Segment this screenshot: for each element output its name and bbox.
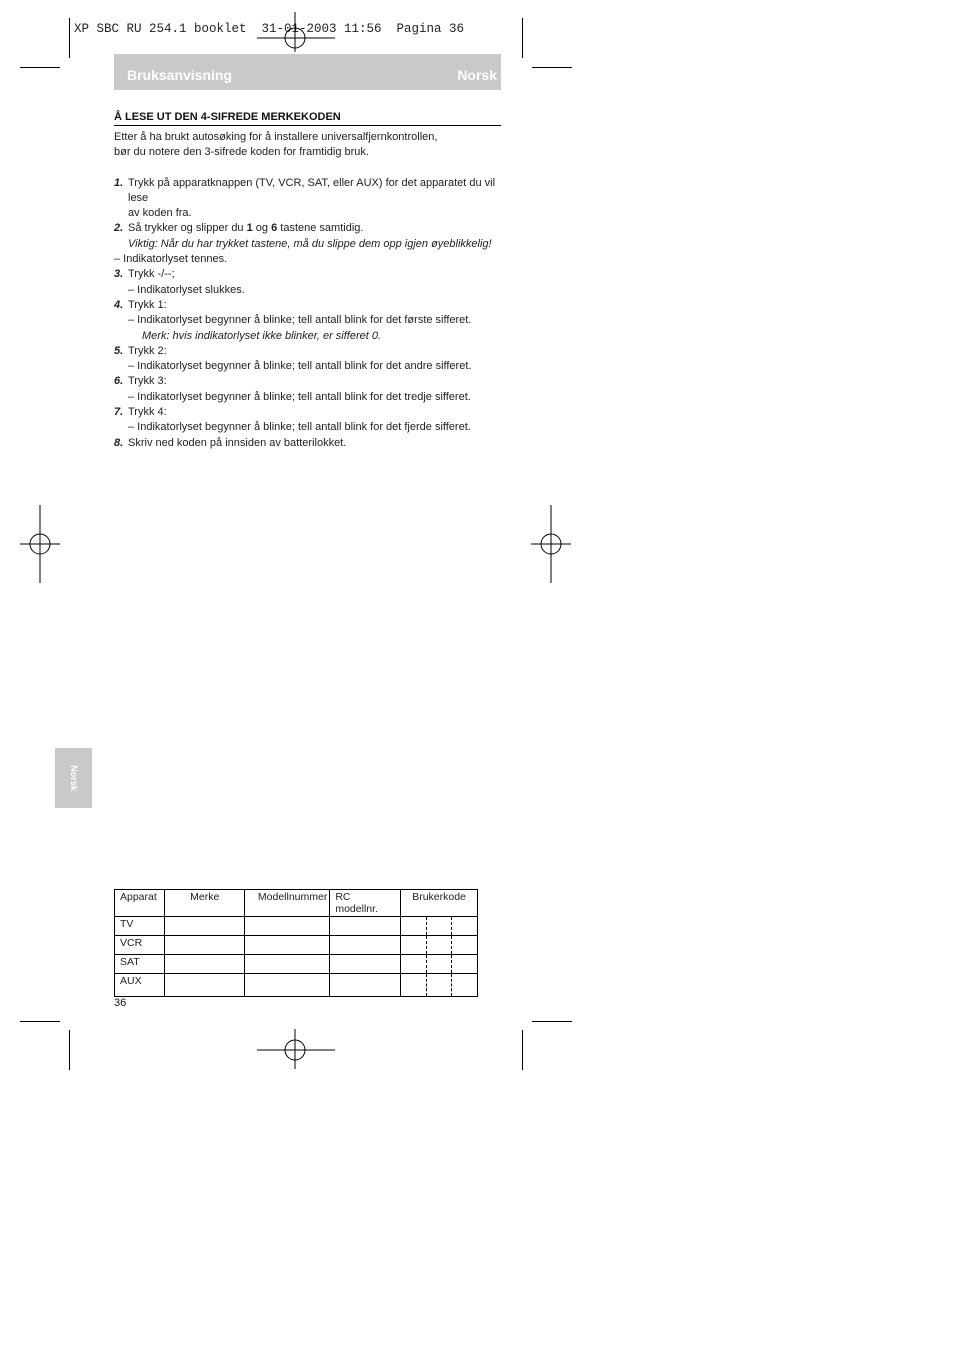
step-3 [114, 267, 501, 282]
print-slug: XP SBC RU 254.1 booklet 31-01-2003 11:56 Pagina 36 [74, 22, 465, 36]
crop-mark [532, 67, 572, 68]
table-row [115, 917, 478, 936]
step-5 [114, 344, 501, 359]
intro-line: bør du notere den 3-sifrede koden for framtidig bruk. [114, 146, 369, 159]
step-number: 7. [114, 406, 124, 419]
step-number: 4. [114, 298, 124, 311]
table-cell [245, 917, 330, 936]
device-name-cell: AUX [115, 974, 165, 997]
registration-mark-icon [256, 1029, 336, 1069]
page-header-bar [114, 54, 501, 90]
step-note: Merk: hvis indikatorlyset ikke blinker, er sifferet 0. [142, 329, 382, 342]
table-cell [245, 936, 330, 955]
user-code-cell [401, 955, 478, 974]
table-cell [164, 955, 244, 974]
step-text: Trykk -/--; [128, 268, 175, 281]
table-row [115, 936, 478, 955]
step-6 [114, 374, 501, 389]
table-header-cell: Merke [164, 890, 244, 917]
step-text: Trykk 3: [128, 375, 167, 388]
table-cell [164, 974, 244, 997]
crop-mark [20, 67, 60, 68]
device-name-cell: TV [115, 917, 165, 936]
step-text: Trykk 1: [128, 298, 167, 311]
key-6: 6 [271, 222, 278, 235]
key-1: 1 [246, 222, 253, 235]
step-text: Skriv ned koden på innsiden av batterilokket. [128, 436, 347, 449]
table-cell [164, 936, 244, 955]
crop-mark [20, 1021, 60, 1022]
crop-mark [522, 1030, 523, 1070]
table-header-row [115, 890, 478, 917]
intro-line: Etter å ha brukt autosøking for å installere universalfjernkontrollen, [114, 131, 438, 143]
step-text: av koden fra. [128, 207, 192, 220]
step-text: Så trykker og slipper du 1 og 6 tastene samtidig. [128, 222, 364, 235]
table-row [115, 974, 478, 997]
page-number: 36 [114, 997, 127, 1009]
table-cell [245, 974, 330, 997]
step-number: 6. [114, 375, 124, 388]
table-cell [164, 917, 244, 936]
step-sub: – Indikatorlyset begynner å blinke; tell antall blink for det andre sifferet. [128, 360, 472, 373]
table-header-cell: Apparat [115, 890, 165, 917]
step-number: 3. [114, 268, 124, 281]
table-cell [330, 974, 401, 997]
registration-mark-icon [256, 12, 336, 52]
user-code-cell [401, 974, 478, 997]
step-7 [114, 405, 501, 420]
user-code-cell [401, 917, 478, 936]
step-text: Trykk på apparatknappen (TV, VCR, SAT, eller AUX) for det apparatet du vil lese [128, 176, 496, 204]
instructions-body [114, 130, 501, 451]
step-8 [114, 436, 501, 451]
step-number: 8. [114, 436, 124, 449]
header-language: Norsk [457, 67, 497, 83]
step-sub: – Indikatorlyset begynner å blinke; tell antall blink for det fjerde sifferet. [128, 421, 471, 434]
registration-mark-icon [20, 505, 60, 585]
crop-mark [69, 1030, 70, 1070]
step-sub: – Indikatorlyset slukkes. [128, 283, 245, 296]
table-header-cell: Modellnummer [245, 890, 330, 917]
step-text: Trykk 2: [128, 344, 167, 357]
header-title: Bruksanvisning [127, 67, 233, 83]
table-row [115, 955, 478, 974]
table-header-cell: Brukerkode [401, 890, 478, 917]
user-code-cell [401, 936, 478, 955]
table-cell [245, 955, 330, 974]
step-sub: – Indikatorlyset begynner å blinke; tell antall blink for det første sifferet. [128, 314, 472, 327]
crop-mark [532, 1021, 572, 1022]
step-number: 2. [114, 222, 124, 235]
step-number: 5. [114, 344, 124, 357]
step-1 [114, 176, 501, 222]
device-code-table [114, 889, 478, 997]
step-text: Trykk 4: [128, 406, 167, 419]
device-name-cell: SAT [115, 955, 165, 974]
crop-mark [522, 18, 523, 58]
step-note: Viktig: Når du har trykket tastene, må du slippe dem opp igjen øyeblikkelig! [128, 237, 492, 250]
device-name-cell: VCR [115, 936, 165, 955]
crop-mark [69, 18, 70, 58]
step-sub: – Indikatorlyset begynner å blinke; tell antall blink for det tredje sifferet. [128, 390, 471, 403]
table-cell [330, 917, 401, 936]
table-cell [330, 955, 401, 974]
table-cell [330, 936, 401, 955]
step-2 [114, 221, 501, 252]
side-tab-label: Norsk [68, 765, 79, 791]
step-4 [114, 298, 501, 313]
table-header-cell: RC modellnr. [330, 890, 401, 917]
section-heading: Å LESE UT DEN 4-SIFREDE MERKEKODEN [114, 111, 501, 126]
step-sub: – Indikatorlyset tennes. [114, 253, 228, 266]
step-number: 1. [114, 176, 124, 189]
side-language-tab [55, 748, 92, 808]
registration-mark-icon [531, 505, 571, 585]
